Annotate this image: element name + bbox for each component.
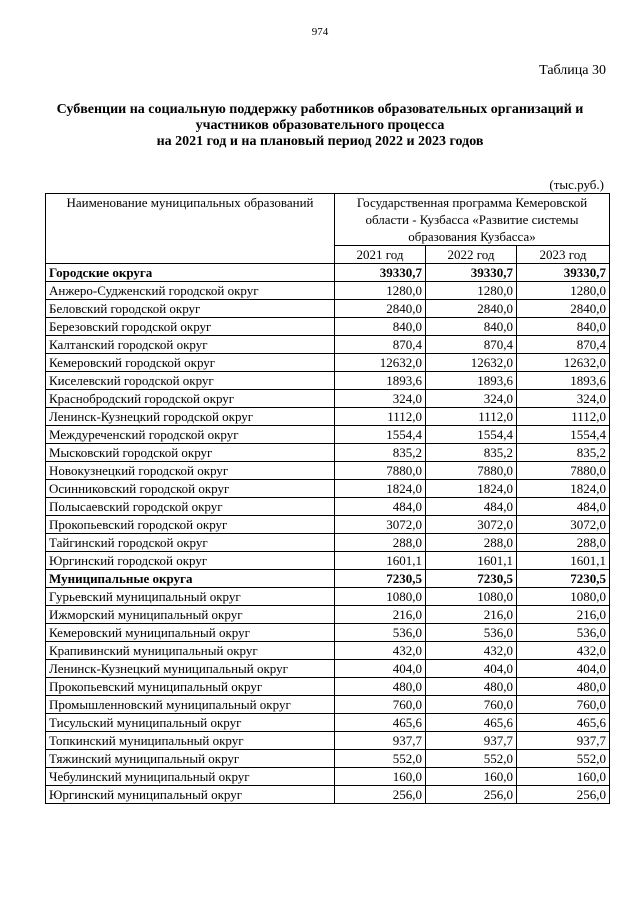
cell-amount: 39330,7 xyxy=(517,264,610,282)
cell-amount: 552,0 xyxy=(517,750,610,768)
cell-amount: 1893,6 xyxy=(335,372,426,390)
cell-amount: 7880,0 xyxy=(517,462,610,480)
cell-amount: 256,0 xyxy=(335,786,426,804)
cell-amount: 835,2 xyxy=(335,444,426,462)
cell-municipality-name: Промышленновский муниципальный округ xyxy=(46,696,335,714)
table-row xyxy=(46,354,610,372)
cell-amount: 1080,0 xyxy=(426,588,517,606)
cell-amount: 536,0 xyxy=(517,624,610,642)
table-group-row xyxy=(46,264,610,282)
cell-amount: 835,2 xyxy=(517,444,610,462)
cell-amount: 937,7 xyxy=(517,732,610,750)
cell-amount: 760,0 xyxy=(426,696,517,714)
table-row xyxy=(46,318,610,336)
cell-amount: 324,0 xyxy=(335,390,426,408)
cell-municipality-name: Мысковский городской округ xyxy=(46,444,335,462)
table-row xyxy=(46,390,610,408)
cell-municipality-name: Междуреченский городской округ xyxy=(46,426,335,444)
cell-municipality-name: Березовский городской округ xyxy=(46,318,335,336)
cell-amount: 870,4 xyxy=(426,336,517,354)
cell-amount: 432,0 xyxy=(335,642,426,660)
cell-amount: 1893,6 xyxy=(426,372,517,390)
cell-amount: 484,0 xyxy=(335,498,426,516)
cell-amount: 404,0 xyxy=(426,660,517,678)
header-program: Государственная программа Кемеровской области - Кузбасса «Развитие системы образования Кузбасса» xyxy=(335,194,610,246)
cell-amount: 2840,0 xyxy=(335,300,426,318)
table-row xyxy=(46,480,610,498)
cell-municipality-name: Тисульский муниципальный округ xyxy=(46,714,335,732)
table-row xyxy=(46,300,610,318)
cell-amount: 480,0 xyxy=(335,678,426,696)
cell-municipality-name: Киселевский городской округ xyxy=(46,372,335,390)
cell-amount: 216,0 xyxy=(335,606,426,624)
cell-amount: 1280,0 xyxy=(335,282,426,300)
page-number: 974 xyxy=(311,26,329,38)
cell-amount: 480,0 xyxy=(517,678,610,696)
cell-municipality-name: Краснобродский городской округ xyxy=(46,390,335,408)
document-title xyxy=(30,102,610,150)
cell-amount: 324,0 xyxy=(426,390,517,408)
table-row xyxy=(46,696,610,714)
table-row xyxy=(46,732,610,750)
cell-municipality-name: Топкинский муниципальный округ xyxy=(46,732,335,750)
cell-amount: 288,0 xyxy=(335,534,426,552)
cell-amount: 3072,0 xyxy=(517,516,610,534)
cell-amount: 1601,1 xyxy=(426,552,517,570)
table-row xyxy=(46,588,610,606)
table-row xyxy=(46,444,610,462)
cell-amount: 3072,0 xyxy=(335,516,426,534)
cell-amount: 1080,0 xyxy=(335,588,426,606)
cell-amount: 760,0 xyxy=(517,696,610,714)
cell-municipality-name: Калтанский городской округ xyxy=(46,336,335,354)
cell-amount: 288,0 xyxy=(426,534,517,552)
cell-amount: 1554,4 xyxy=(335,426,426,444)
cell-amount: 937,7 xyxy=(335,732,426,750)
cell-municipality-name: Прокопьевский муниципальный округ xyxy=(46,678,335,696)
cell-municipality-name: Анжеро-Судженский городской округ xyxy=(46,282,335,300)
cell-amount: 12632,0 xyxy=(426,354,517,372)
table-row xyxy=(46,282,610,300)
table-row xyxy=(46,426,610,444)
table-row xyxy=(46,606,610,624)
cell-amount: 432,0 xyxy=(517,642,610,660)
cell-amount: 216,0 xyxy=(426,606,517,624)
table-row xyxy=(46,660,610,678)
cell-municipality-name: Кемеровский муниципальный округ xyxy=(46,624,335,642)
cell-amount: 2840,0 xyxy=(426,300,517,318)
cell-amount: 552,0 xyxy=(335,750,426,768)
cell-amount: 288,0 xyxy=(517,534,610,552)
table-row xyxy=(46,516,610,534)
table-row xyxy=(46,786,610,804)
table-label: Таблица 30 xyxy=(539,63,606,78)
cell-amount: 1112,0 xyxy=(426,408,517,426)
cell-amount: 840,0 xyxy=(335,318,426,336)
cell-amount: 870,4 xyxy=(517,336,610,354)
cell-amount: 484,0 xyxy=(517,498,610,516)
cell-amount: 3072,0 xyxy=(426,516,517,534)
cell-amount: 536,0 xyxy=(426,624,517,642)
cell-amount: 1554,4 xyxy=(517,426,610,444)
cell-amount: 1893,6 xyxy=(517,372,610,390)
cell-amount: 12632,0 xyxy=(335,354,426,372)
cell-municipality-name: Ленинск-Кузнецкий городской округ xyxy=(46,408,335,426)
cell-municipality-name: Новокузнецкий городской округ xyxy=(46,462,335,480)
cell-amount: 432,0 xyxy=(426,642,517,660)
cell-amount: 1080,0 xyxy=(517,588,610,606)
cell-amount: 216,0 xyxy=(517,606,610,624)
cell-amount: 404,0 xyxy=(517,660,610,678)
table-row xyxy=(46,372,610,390)
cell-amount: 256,0 xyxy=(517,786,610,804)
cell-municipality-name: Беловский городской округ xyxy=(46,300,335,318)
header-name-column: Наименование муниципальных образований xyxy=(46,194,335,264)
cell-amount: 840,0 xyxy=(426,318,517,336)
table-row xyxy=(46,534,610,552)
header-year: 2021 год xyxy=(335,246,426,264)
cell-municipality-name: Кемеровский городской округ xyxy=(46,354,335,372)
cell-amount: 870,4 xyxy=(335,336,426,354)
title-line: Субвенции на социальную поддержку работников образовательных организаций и xyxy=(56,102,584,117)
table-row xyxy=(46,498,610,516)
cell-municipality-name: Юргинский городской округ xyxy=(46,552,335,570)
cell-amount: 2840,0 xyxy=(517,300,610,318)
cell-amount: 7230,5 xyxy=(517,570,610,588)
table-group-row xyxy=(46,570,610,588)
cell-amount: 937,7 xyxy=(426,732,517,750)
cell-amount: 1112,0 xyxy=(517,408,610,426)
cell-municipality-name: Муниципальные округа xyxy=(46,570,335,588)
header-year: 2022 год xyxy=(426,246,517,264)
cell-amount: 484,0 xyxy=(426,498,517,516)
cell-municipality-name: Юргинский муниципальный округ xyxy=(46,786,335,804)
cell-municipality-name: Ленинск-Кузнецкий муниципальный округ xyxy=(46,660,335,678)
cell-amount: 1280,0 xyxy=(426,282,517,300)
cell-municipality-name: Тяжинский муниципальный округ xyxy=(46,750,335,768)
table-row xyxy=(46,552,610,570)
cell-amount: 1824,0 xyxy=(517,480,610,498)
cell-amount: 7880,0 xyxy=(426,462,517,480)
cell-municipality-name: Чебулинский муниципальный округ xyxy=(46,768,335,786)
subsidy-table xyxy=(45,193,610,804)
cell-amount: 1824,0 xyxy=(335,480,426,498)
cell-amount: 1554,4 xyxy=(426,426,517,444)
table-row xyxy=(46,336,610,354)
cell-amount: 39330,7 xyxy=(426,264,517,282)
table-body xyxy=(46,264,610,804)
header-year: 2023 год xyxy=(517,246,610,264)
cell-amount: 160,0 xyxy=(517,768,610,786)
cell-amount: 7230,5 xyxy=(426,570,517,588)
table-row xyxy=(46,678,610,696)
cell-amount: 840,0 xyxy=(517,318,610,336)
cell-amount: 536,0 xyxy=(335,624,426,642)
cell-amount: 324,0 xyxy=(517,390,610,408)
cell-amount: 39330,7 xyxy=(335,264,426,282)
cell-municipality-name: Ижморский муниципальный округ xyxy=(46,606,335,624)
table-row xyxy=(46,642,610,660)
cell-amount: 465,6 xyxy=(426,714,517,732)
cell-municipality-name: Крапивинский муниципальный округ xyxy=(46,642,335,660)
cell-municipality-name: Тайгинский городской округ xyxy=(46,534,335,552)
cell-amount: 160,0 xyxy=(335,768,426,786)
cell-amount: 480,0 xyxy=(426,678,517,696)
cell-amount: 465,6 xyxy=(335,714,426,732)
cell-amount: 1601,1 xyxy=(335,552,426,570)
table-row xyxy=(46,714,610,732)
cell-amount: 7880,0 xyxy=(335,462,426,480)
table-row xyxy=(46,408,610,426)
table-row xyxy=(46,768,610,786)
cell-amount: 160,0 xyxy=(426,768,517,786)
cell-amount: 465,6 xyxy=(517,714,610,732)
cell-amount: 1112,0 xyxy=(335,408,426,426)
unit-label: (тыс.руб.) xyxy=(549,177,604,192)
cell-amount: 1601,1 xyxy=(517,552,610,570)
table-row xyxy=(46,462,610,480)
cell-amount: 7230,5 xyxy=(335,570,426,588)
cell-amount: 1280,0 xyxy=(517,282,610,300)
cell-amount: 760,0 xyxy=(335,696,426,714)
table-row xyxy=(46,750,610,768)
cell-amount: 256,0 xyxy=(426,786,517,804)
cell-municipality-name: Гурьевский муниципальный округ xyxy=(46,588,335,606)
title-line: на 2021 год и на плановый период 2022 и 2023 годов xyxy=(156,134,484,149)
cell-amount: 404,0 xyxy=(335,660,426,678)
cell-municipality-name: Прокопьевский городской округ xyxy=(46,516,335,534)
cell-amount: 12632,0 xyxy=(517,354,610,372)
title-line: участников образовательного процесса xyxy=(195,118,445,133)
cell-amount: 1824,0 xyxy=(426,480,517,498)
cell-amount: 552,0 xyxy=(426,750,517,768)
cell-municipality-name: Городские округа xyxy=(46,264,335,282)
table-row xyxy=(46,624,610,642)
cell-municipality-name: Осинниковский городской округ xyxy=(46,480,335,498)
cell-amount: 835,2 xyxy=(426,444,517,462)
cell-municipality-name: Полысаевский городской округ xyxy=(46,498,335,516)
